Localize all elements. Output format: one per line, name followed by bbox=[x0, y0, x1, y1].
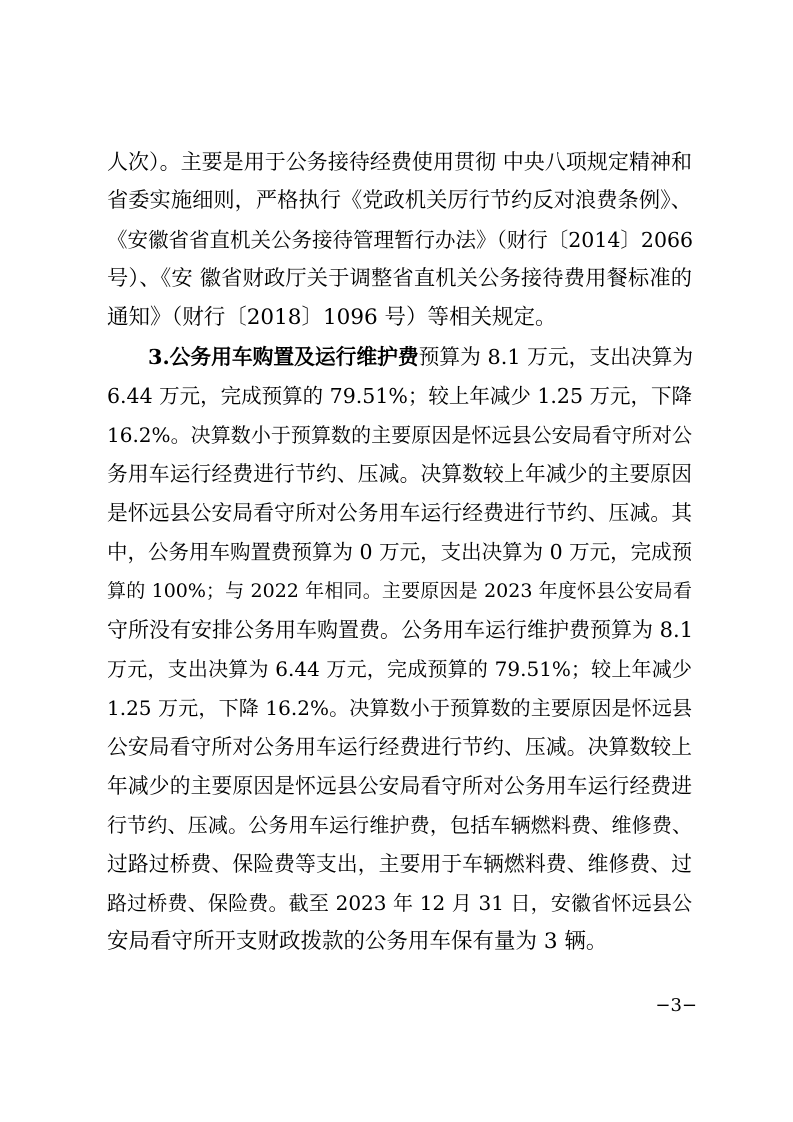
paragraph-2-line-3: 16.2%。决算数小于预算数的主要原因是怀远县公安局看守所对公 bbox=[107, 423, 692, 447]
paragraph-2-line-14: 过路过桥费、保险费等支出，主要用于车辆燃料费、维修费、过 bbox=[107, 852, 692, 876]
paragraph-2-line-4: 务用车运行经费进行节约、压减。决算数较上年减少的主要原因 bbox=[107, 462, 692, 486]
paragraph-2-line-15: 路过桥费、保险费。截至 2023 年 12 月 31 日，安徽省怀远县公 bbox=[107, 891, 692, 915]
paragraph-2-line-6: 中，公务用车购置费预算为 0 万元，支出决算为 0 万元，完成预 bbox=[107, 540, 693, 564]
paragraph-1-line-1: 人次）。主要是用于公务接待经费使用贯彻 中央八项规定精神和 bbox=[107, 150, 692, 174]
paragraph-2-line-9: 万元，支出决算为 6.44 万元，完成预算的 79.51%；较上年减少 bbox=[107, 657, 692, 681]
paragraph-2-line-2: 6.44 万元，完成预算的 79.51%；较上年减少 1.25 万元，下降 bbox=[107, 384, 693, 408]
paragraph-2-line-16: 安局看守所开支财政拨款的公务用车保有量为 3 辆。 bbox=[107, 929, 608, 954]
paragraph-1-line-3: 《安徽省省直机关公务接待管理暂行办法》（财行〔2014〕2066 bbox=[107, 228, 694, 252]
paragraph-2-line-13: 行节约、压减。公务用车运行维护费，包括车辆燃料费、维修费、 bbox=[107, 813, 692, 837]
paragraph-2-line-8: 守所没有安排公务用车购置费。公务用车运行维护费预算为 8.1 bbox=[107, 618, 694, 642]
paragraph-2-line-7: 算的 100%；与 2022 年相同。主要原因是 2023 年度怀县公安局看 bbox=[107, 580, 692, 602]
page-number: −3− bbox=[655, 995, 697, 1016]
paragraph-1-line-4: 号）、《安 徽省财政厅关于调整省直机关公务接待费用餐标准的 bbox=[107, 266, 692, 291]
paragraph-2-line-12: 年减少的主要原因是怀远县公安局看守所对公务用车运行经费进 bbox=[107, 774, 692, 798]
section-heading: 3.公务用车购置及运行维护费 bbox=[148, 345, 419, 369]
paragraph-2-line-10: 1.25 万元，下降 16.2%。决算数小于预算数的主要原因是怀远县 bbox=[107, 696, 692, 720]
paragraph-1-line-5: 通知》（财行〔2018〕1096 号）等相关规定。 bbox=[107, 305, 557, 330]
paragraph-2-line-1-text: 预算为 8.1 万元，支出决算为 bbox=[418, 345, 694, 369]
paragraph-2-line-5: 是怀远县公安局看守所对公务用车运行经费进行节约、压减。其 bbox=[107, 501, 692, 525]
paragraph-1-line-2: 省委实施细则，严格执行《党政机关厉行节约反对浪费条例》、 bbox=[107, 188, 692, 213]
paragraph-2-line-1 bbox=[148, 343, 692, 371]
paragraph-2-line-11: 公安局看守所对公务用车运行经费进行节约、压减。决算数较上 bbox=[107, 735, 692, 759]
